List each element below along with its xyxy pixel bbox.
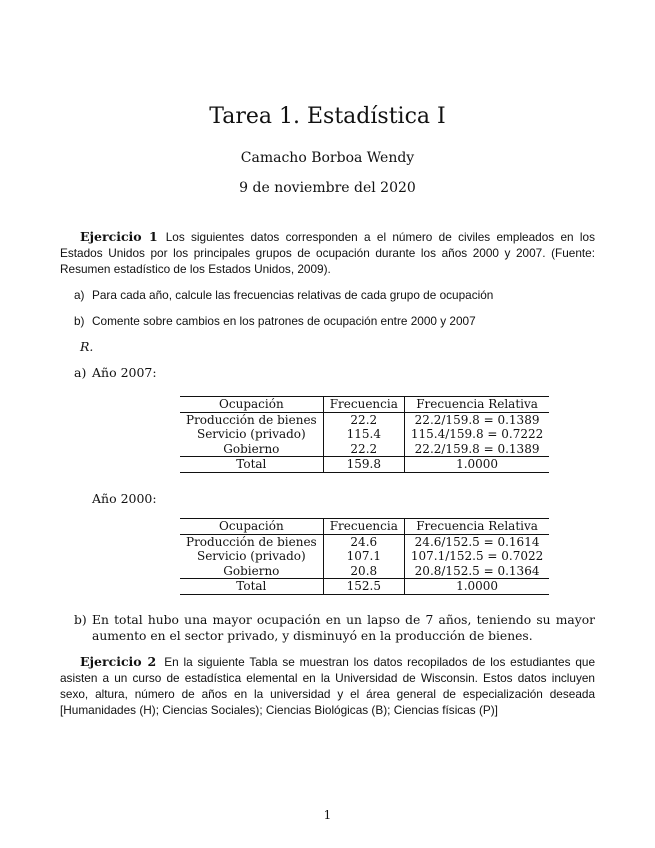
table-row — [180, 564, 549, 579]
header-occupation: Ocupación — [180, 519, 323, 535]
year-2000-label: Año 2000: — [92, 491, 157, 506]
answer-a-heading — [74, 365, 595, 381]
table-row — [180, 427, 549, 442]
cell-total-relative: 1.0000 — [404, 457, 549, 473]
answer-b-label: b) — [74, 613, 87, 627]
cell-occupation: Producción de bienes — [180, 412, 323, 427]
cell-relative-frequency: 24.6/152.5 = 0.1614 — [414, 534, 540, 549]
header-frequency: Frecuencia — [323, 397, 404, 413]
answer-b-text: En total hubo una mayor ocupación en un lapso de 7 años, teniendo su mayor aumento en el sector privado, y disminuyó en la producción de bienes. — [92, 613, 595, 643]
page-number: 1 — [323, 808, 332, 822]
cell-frequency: 22.2 — [323, 412, 404, 427]
question-b-label: b) — [74, 314, 85, 328]
cell-occupation: Servicio (privado) — [180, 549, 323, 564]
document-date: 9 de noviembre del 2020 — [239, 180, 416, 196]
header-relative-frequency: Frecuencia Relativa — [404, 519, 549, 535]
cell-occupation: Servicio (privado) — [180, 427, 323, 442]
question-a-text: Para cada año, calcule las frecuencias relativas de cada grupo de ocupación — [92, 288, 494, 302]
table-2007 — [180, 396, 549, 473]
cell-relative-frequency: 107.1/152.5 = 0.7022 — [410, 549, 544, 563]
cell-total-relative: 1.0000 — [404, 579, 549, 595]
table-row — [180, 412, 549, 427]
exercise-1-question-b — [74, 313, 595, 329]
header-relative-frequency: Frecuencia Relativa — [404, 397, 549, 413]
table-total-row — [180, 579, 549, 595]
table-2000 — [180, 518, 549, 595]
exercise-1-label: Ejercicio 1 — [80, 229, 158, 244]
header-frequency: Frecuencia — [323, 519, 404, 535]
cell-frequency: 20.8 — [323, 564, 404, 579]
table-header-row — [180, 519, 549, 535]
exercise-1-text: Los siguientes datos corresponden a el número de civiles empleados en los Estados Unidos por los principales grupos de ocupación durante los años 2000 y 2007. (Fuente: Resumen estadístico de los Estados Unidos, 2009). — [60, 230, 595, 276]
exercise-2-text: En la siguiente Tabla se muestran los datos recopilados de los estudiantes que asisten a un curso de estadística elemental en la Universidad de Wisconsin. Estos datos incluyen sexo, altura, número de años en la universidad y el área general de especialización deseada [Humanidades (H); Ciencias Sociales); Ciencias Biológicas (B); Ciencias físicas (P)] — [60, 655, 596, 717]
header-occupation: Ocupación — [180, 397, 323, 413]
exercise-2-statement — [60, 654, 595, 718]
cell-frequency: 22.2 — [323, 442, 404, 457]
year-2007-label: Año 2007: — [92, 365, 157, 380]
cell-frequency: 24.6 — [323, 534, 404, 549]
table-total-row — [180, 457, 549, 473]
cell-frequency: 115.4 — [323, 427, 404, 442]
cell-frequency: 107.1 — [323, 549, 404, 564]
cell-occupation: Gobierno — [180, 442, 323, 457]
table-row — [180, 442, 549, 457]
cell-total-label: Total — [180, 457, 323, 473]
cell-relative-frequency: 22.2/159.8 = 0.1389 — [414, 412, 540, 427]
exercise-2-label: Ejercicio 2 — [80, 654, 157, 669]
cell-total-frequency: 152.5 — [323, 579, 404, 595]
table-header-row — [180, 397, 549, 413]
cell-total-label: Total — [180, 579, 323, 595]
table-row — [180, 549, 549, 564]
answer-label: R. — [80, 339, 94, 354]
answer-b — [74, 612, 595, 644]
document-author: Camacho Borboa Wendy — [240, 150, 415, 166]
cell-relative-frequency: 115.4/159.8 = 0.7222 — [410, 427, 544, 441]
exercise-1-question-a — [74, 287, 595, 303]
question-b-text: Comente sobre cambios en los patrones de ocupación entre 2000 y 2007 — [92, 314, 476, 328]
table-row — [180, 534, 549, 549]
document-title: Tarea 1. Estadística I — [209, 104, 446, 129]
cell-occupation: Gobierno — [180, 564, 323, 579]
cell-relative-frequency: 22.2/159.8 = 0.1389 — [414, 441, 540, 456]
question-a-label: a) — [74, 288, 85, 302]
cell-total-frequency: 159.8 — [323, 457, 404, 473]
cell-occupation: Producción de bienes — [180, 534, 323, 549]
answer-a-label: a) — [74, 365, 87, 380]
cell-relative-frequency: 20.8/152.5 = 0.1364 — [414, 563, 540, 578]
exercise-1-statement — [60, 229, 595, 277]
